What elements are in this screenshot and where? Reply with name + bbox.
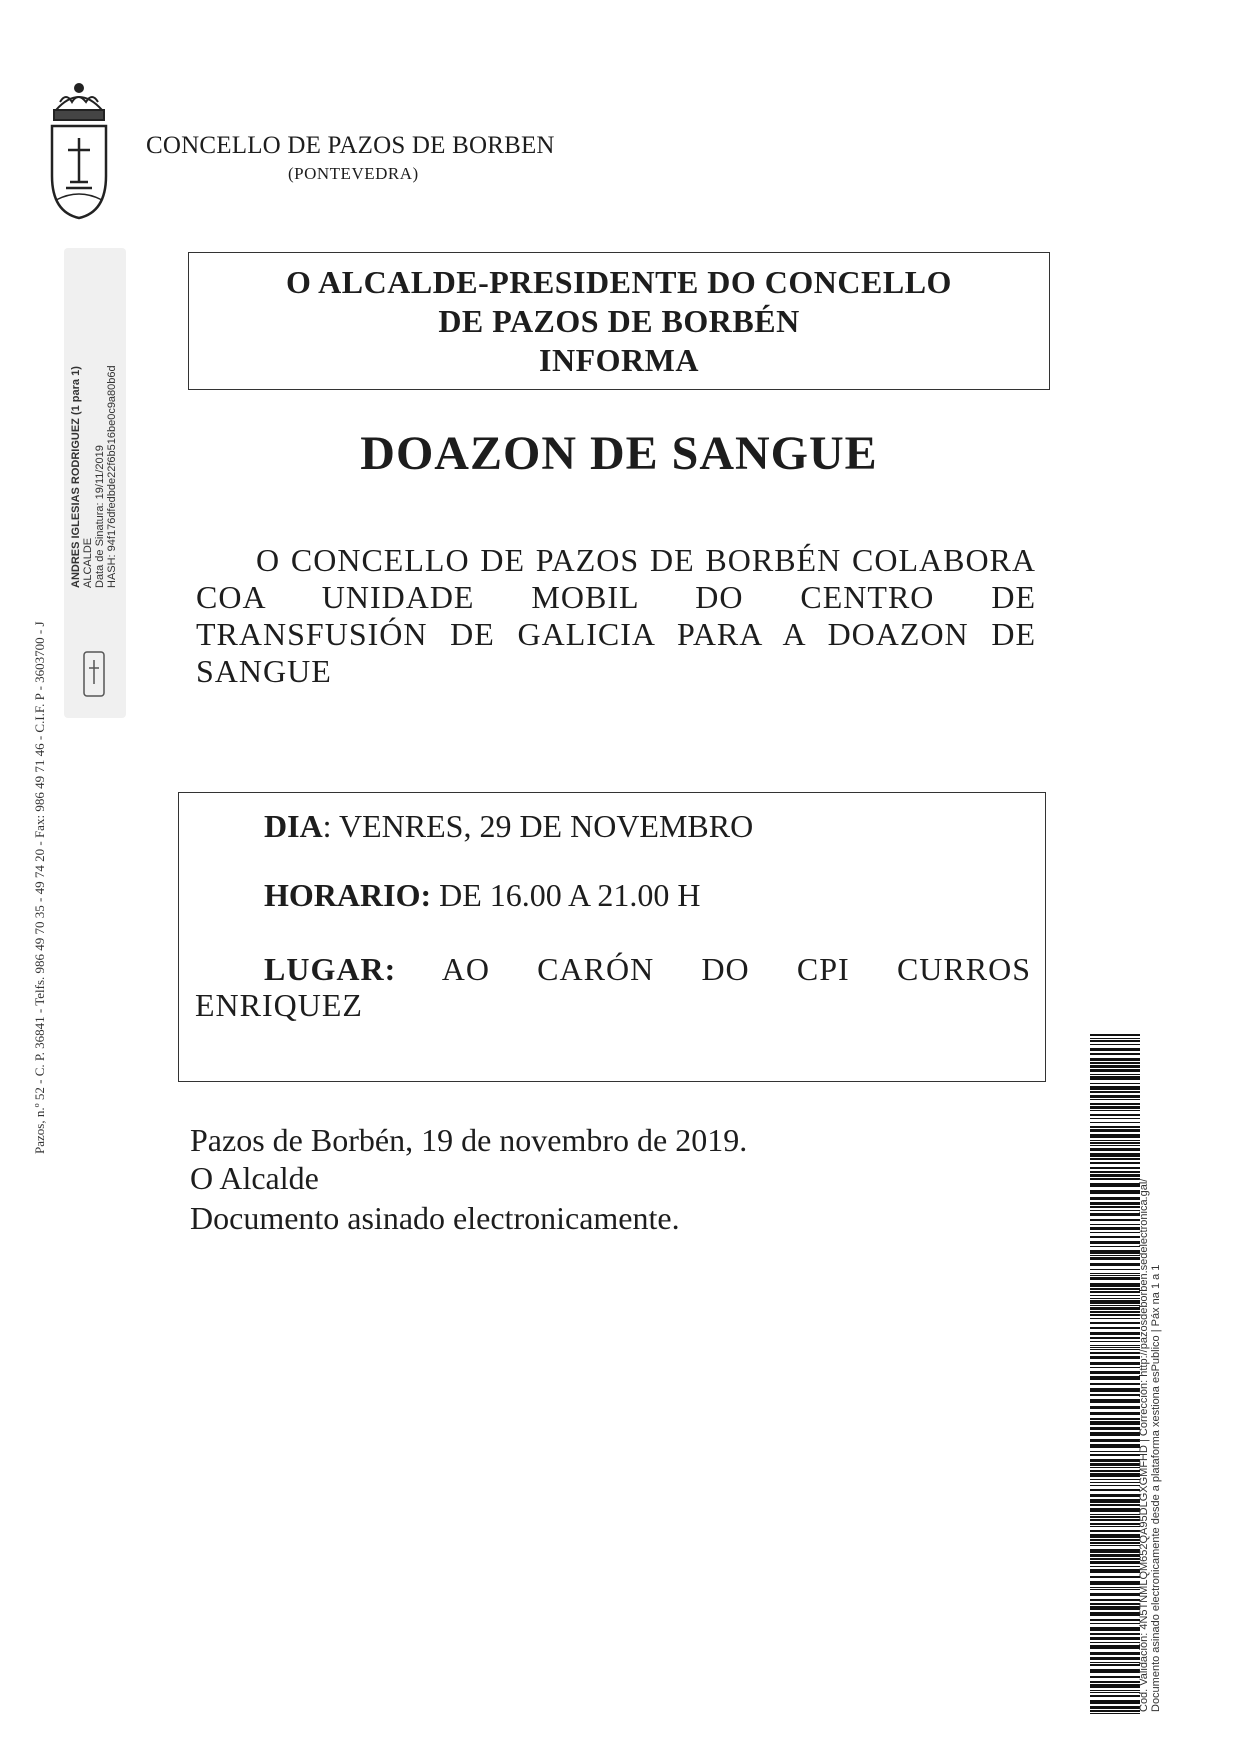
barcode-bar — [1090, 1516, 1140, 1518]
barcode-bar — [1090, 1103, 1140, 1105]
organization-province: (PONTEVEDRA) — [288, 164, 419, 183]
barcode-bar — [1090, 1298, 1140, 1299]
barcode-bar — [1090, 1406, 1140, 1409]
barcode-bar — [1090, 1700, 1140, 1704]
barcode-bar — [1090, 1623, 1140, 1624]
barcode-bar — [1090, 1545, 1140, 1546]
place-and-date: Pazos de Borbén, 19 de novembro de 2019. — [190, 1122, 748, 1158]
barcode-bar — [1090, 1432, 1140, 1436]
barcode-bar — [1090, 1171, 1140, 1173]
barcode-bar — [1090, 1695, 1140, 1697]
barcode-bar — [1090, 1371, 1140, 1374]
signature-hash: HASH: 94f176dfedbde22f6b516be0c9a80b6d — [106, 365, 118, 588]
barcode-bar — [1090, 1681, 1140, 1683]
barcode-bar — [1090, 1190, 1140, 1194]
barcode-bar — [1090, 1523, 1140, 1525]
barcode-bar — [1090, 1118, 1140, 1119]
barcode-bar — [1090, 1467, 1140, 1468]
barcode-bar — [1090, 1345, 1140, 1346]
barcode-bar — [1090, 1485, 1140, 1486]
barcode-bar — [1090, 1526, 1140, 1527]
barcode-bar — [1090, 1662, 1140, 1663]
barcode-bar — [1090, 1690, 1140, 1691]
barcode-bar — [1090, 1140, 1140, 1141]
barcode-bar — [1090, 1048, 1140, 1051]
barcode-bar — [1090, 1576, 1140, 1578]
barcode-bar — [1090, 1479, 1140, 1480]
barcode-bar — [1090, 1388, 1140, 1392]
barcode-bar — [1090, 1421, 1140, 1425]
barcode-bar — [1090, 1383, 1140, 1385]
barcode-bar — [1090, 1114, 1140, 1116]
barcode-bar — [1090, 1332, 1140, 1335]
barcode-bar — [1090, 1367, 1140, 1368]
barcode-bar — [1090, 1347, 1140, 1348]
barcode-bar — [1090, 1246, 1140, 1247]
barcode-bar — [1090, 1554, 1140, 1557]
barcode-bar — [1090, 1273, 1140, 1274]
barcode-bar — [1090, 1514, 1140, 1515]
barcode-bar — [1090, 1318, 1140, 1319]
barcode-bar — [1090, 1657, 1140, 1660]
barcode-bar — [1090, 1134, 1140, 1138]
barcode-bar — [1090, 1129, 1140, 1132]
barcode-bar — [1090, 1645, 1140, 1649]
barcode-bar — [1090, 1539, 1140, 1541]
barcode-bar — [1090, 1099, 1140, 1100]
barcode-bar — [1090, 1145, 1140, 1146]
barcode-bar — [1090, 1053, 1140, 1055]
barcode-bar — [1090, 1069, 1140, 1072]
barcode-bar — [1090, 1158, 1140, 1160]
barcode-bar — [1090, 1519, 1140, 1521]
validation-text — [1138, 1179, 1162, 1712]
barcode-bar — [1090, 1494, 1140, 1497]
barcode-bar — [1090, 1095, 1140, 1098]
barcode-bar — [1090, 1307, 1140, 1310]
barcode-bar — [1090, 1581, 1140, 1585]
barcode-bar — [1090, 1399, 1140, 1403]
barcode-bar — [1090, 1153, 1140, 1157]
signature-stamp-text — [70, 365, 118, 588]
barcode-bar — [1090, 1183, 1140, 1187]
barcode-bar — [1090, 1566, 1140, 1567]
hours-label: HORARIO: — [264, 877, 432, 913]
barcode-bar — [1090, 1427, 1140, 1430]
barcode-bar — [1090, 1530, 1140, 1532]
barcode-bar — [1090, 1619, 1140, 1621]
barcode-bar — [1090, 1197, 1140, 1200]
barcode-bar — [1090, 1642, 1140, 1643]
barcode-bar — [1090, 1288, 1140, 1290]
barcode-bar — [1090, 1542, 1140, 1544]
barcode-bar — [1090, 1300, 1140, 1304]
barcode-bar — [1090, 1394, 1140, 1396]
barcode-bar — [1090, 1710, 1140, 1712]
barcode-bar — [1090, 1110, 1140, 1111]
barcode-bar — [1090, 1058, 1140, 1061]
coat-of-arms-icon — [46, 80, 112, 222]
barcode-bar — [1090, 1627, 1140, 1631]
barcode-bar — [1090, 1713, 1140, 1714]
barcode-bar — [1090, 1439, 1140, 1442]
barcode-bar — [1090, 1241, 1140, 1244]
intro-paragraph: O CONCELLO DE PAZOS DE BORBÉN COLABORA COA UNIDADE MOBIL DO CENTRO DE TRANSFUSIÓN DE GALICIA PARA A DOAZON DE SANGUE — [196, 542, 1036, 689]
signature-role: ALCALDE — [82, 537, 94, 588]
hours-value: DE 16.00 A 21.00 H — [431, 877, 701, 913]
barcode-bar — [1090, 1593, 1140, 1596]
barcode-bar — [1090, 1652, 1140, 1655]
barcode-bar — [1090, 1034, 1140, 1036]
barcode-bar — [1090, 1352, 1140, 1354]
barcode-bar — [1090, 1337, 1140, 1339]
validation-code-line: Cod. Validación: 4N5TNMLQM652QA95DLGXGMFHD | Corrección: http://pazosdeborben.sedelectronica.gal/ — [1138, 1178, 1150, 1712]
barcode-bar — [1090, 1250, 1140, 1254]
barcode-bar — [1090, 1349, 1140, 1350]
barcode-bar — [1090, 1482, 1140, 1483]
event-details-box — [178, 792, 1046, 1082]
place-row — [195, 951, 1031, 1023]
heading-line-3: INFORMA — [539, 342, 699, 378]
barcode-bar — [1090, 1489, 1140, 1491]
barcode-bar — [1090, 1219, 1140, 1221]
barcode-bar — [1090, 1269, 1140, 1270]
announcement-heading — [188, 252, 1050, 390]
barcode-bar — [1090, 1162, 1140, 1164]
barcode-bar — [1090, 1473, 1140, 1477]
barcode-bar — [1090, 1362, 1140, 1365]
barcode-bar — [1090, 1569, 1140, 1573]
barcode-bar — [1090, 1418, 1140, 1420]
barcode-bar — [1090, 1684, 1140, 1688]
barcode-bar — [1090, 1295, 1140, 1296]
barcode-bar — [1090, 1257, 1140, 1260]
barcode-bar — [1090, 1174, 1140, 1177]
barcode-bar — [1090, 1470, 1140, 1472]
barcode-bar — [1090, 1210, 1140, 1211]
day-row — [264, 808, 753, 844]
barcode-bar — [1090, 1454, 1140, 1456]
barcode-bar — [1090, 1044, 1140, 1045]
barcode-bar — [1090, 1236, 1140, 1238]
barcode-bar — [1090, 1451, 1140, 1452]
barcode-bar — [1090, 1178, 1140, 1180]
barcode-bar — [1090, 1083, 1140, 1084]
barcode-bar — [1090, 1706, 1140, 1709]
barcode-bar — [1090, 1038, 1140, 1039]
barcode-bar — [1090, 1283, 1140, 1287]
day-value: : VENRES, 29 DE NOVEMBRO — [322, 808, 754, 844]
barcode-bar — [1090, 1603, 1140, 1605]
barcode-bar — [1090, 1664, 1140, 1666]
hours-row — [264, 877, 700, 913]
organization-name: CONCELLO DE PAZOS DE BORBEN — [146, 132, 555, 159]
barcode-bar — [1090, 1561, 1140, 1564]
barcode-bar — [1090, 1606, 1140, 1610]
barcode-bar — [1090, 1305, 1140, 1306]
barcode-bar — [1090, 1086, 1140, 1090]
day-label: DIA — [264, 808, 323, 844]
barcode-bar — [1090, 1148, 1140, 1151]
barcode-bar — [1090, 1062, 1140, 1064]
signer-title: O Alcalde — [190, 1160, 319, 1196]
barcode-bar — [1090, 1291, 1140, 1293]
barcode-bar — [1090, 1549, 1140, 1553]
signature-stamp — [64, 248, 126, 718]
barcode-bar — [1090, 1224, 1140, 1225]
municipal-logo-icon — [80, 646, 108, 702]
barcode-bar — [1090, 1277, 1140, 1280]
barcode-bar — [1090, 1227, 1140, 1230]
barcode-bar — [1090, 1692, 1140, 1693]
barcode-bar — [1090, 1263, 1140, 1266]
barcode-bar — [1090, 1311, 1140, 1313]
barcode-bar — [1090, 1534, 1140, 1538]
barcode-bar — [1090, 1206, 1140, 1208]
barcode-bar — [1090, 1202, 1140, 1205]
barcode-bar — [1090, 1356, 1140, 1359]
barcode-bar — [1090, 1463, 1140, 1466]
barcode-bar — [1090, 1633, 1140, 1635]
barcode-bar — [1090, 1167, 1140, 1169]
barcode-bar — [1090, 1637, 1140, 1640]
barcode-bar — [1090, 1091, 1140, 1093]
barcode-bar — [1090, 1412, 1140, 1415]
barcode-bar — [1090, 1508, 1140, 1512]
barcode-bar — [1090, 1459, 1140, 1462]
signature-date: Data de Sinatura: 19/11/2019 — [94, 445, 106, 588]
barcode-bar — [1090, 1275, 1140, 1276]
barcode-bar — [1090, 1126, 1140, 1128]
barcode-bar — [1090, 1040, 1140, 1042]
document-title: DOAZON DE SANGUE — [360, 427, 878, 480]
barcode-bar — [1090, 1142, 1140, 1144]
barcode-bar — [1090, 1444, 1140, 1448]
barcode-bar — [1090, 1341, 1140, 1342]
heading-line-2: DE PAZOS DE BORBÉN — [438, 303, 800, 339]
barcode-bar — [1090, 1587, 1140, 1588]
barcode-bar — [1090, 1106, 1140, 1109]
barcode-bar — [1090, 1213, 1140, 1216]
barcode-bar — [1090, 1504, 1140, 1506]
electronic-signature-note: Documento asinado electronicamente. — [190, 1200, 680, 1236]
barcode-bar — [1090, 1232, 1140, 1233]
validation-barcode — [1090, 1034, 1140, 1714]
place-value: AO CARÓN DO CPI CURROS ENRIQUEZ — [195, 951, 1031, 1023]
barcode-bar — [1090, 1076, 1140, 1080]
barcode-bar — [1090, 1558, 1140, 1560]
barcode-bar — [1090, 1599, 1140, 1601]
place-label: LUGAR: — [264, 951, 397, 987]
heading-line-1: O ALCALDE-PRESIDENTE DO CONCELLO — [286, 264, 952, 300]
barcode-bar — [1090, 1676, 1140, 1678]
barcode-bar — [1090, 1322, 1140, 1324]
barcode-bar — [1090, 1255, 1140, 1256]
barcode-bar — [1090, 1314, 1140, 1316]
barcode-bar — [1090, 1499, 1140, 1503]
barcode-bar — [1090, 1122, 1140, 1123]
barcode-bar — [1090, 1612, 1140, 1616]
barcode-bar — [1090, 1589, 1140, 1590]
barcode-bar — [1090, 1065, 1140, 1068]
validation-platform-line: Documento asinado electronicamente desde a plataforma xestiona esPublico | Páx na 1 a 1 — [1150, 1264, 1162, 1712]
barcode-bar — [1090, 1074, 1140, 1075]
barcode-bar — [1090, 1327, 1140, 1329]
barcode-bar — [1090, 1376, 1140, 1380]
signature-signer: ANDRES IGLESIAS RODRIGUEZ (1 para 1) — [70, 366, 82, 588]
barcode-bar — [1090, 1669, 1140, 1673]
address-margin-text: Pazos, n.º 52 - C. P. 36841 - Telfs. 986 49 70 35 - 49 74 20 - Fax: 986 49 71 46 - C.I.F. P - 3603700 - J — [32, 621, 47, 1154]
